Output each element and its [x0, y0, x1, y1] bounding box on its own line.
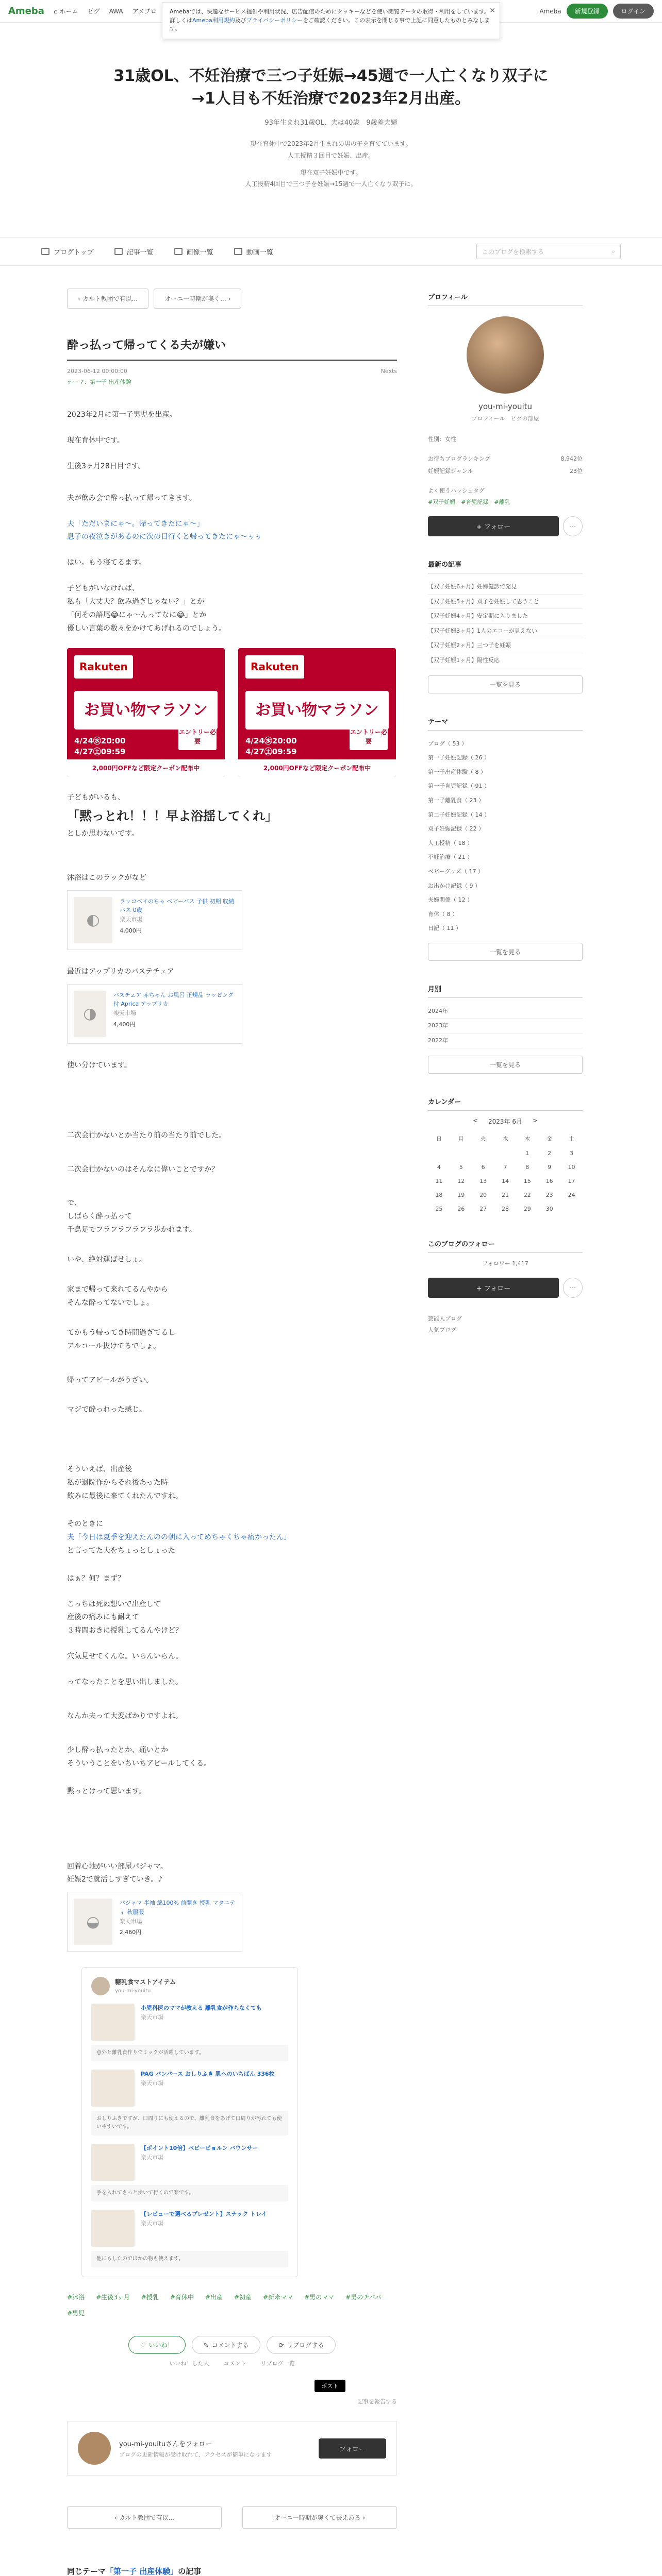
- ad-banners: [67, 648, 397, 777]
- calendar: 日 月 火 水 木 金 土 1 2 3 4 5 6 7 8 9 10 11 12 13 14 15 16 17 18 19 20 21 22 23 24 25 26 27 28 29 30: [435, 1135, 575, 1212]
- footer-link[interactable]: 芸能人ブログ: [428, 1315, 462, 1322]
- follow-section: このブログのフォロー フォロワー 1,417 + フォロー ⋯ 芸能人ブログ 人気ブログ: [428, 1239, 583, 1336]
- hashtag[interactable]: #出産: [205, 2294, 223, 2301]
- list-item[interactable]: ブログ（ 53 ）: [428, 740, 467, 747]
- list-item[interactable]: 夫婦関係（ 12 ）: [428, 896, 473, 904]
- room-item-image: [91, 2004, 135, 2041]
- report-link[interactable]: 記事を報告する: [357, 2398, 397, 2405]
- list-item[interactable]: 第二子妊娠記録（ 14 ）: [428, 811, 490, 818]
- reblog-icon: ⟳: [278, 2341, 284, 2349]
- hashtag[interactable]: #育休中: [170, 2294, 194, 2301]
- image-icon: [174, 248, 183, 255]
- list-item[interactable]: 人工授精（ 18 ）: [428, 839, 473, 846]
- list-icon: [114, 248, 123, 255]
- more-button[interactable]: 一覧を見る: [428, 675, 583, 693]
- entry-actions: [67, 2336, 397, 2354]
- cookie-notice: Amebaでは、快適なサービス提供や利用状況、広告配信のためにクッキーなどを使い閲覧データの取得・利用をしています。詳しくはAmeba利用規約及びプライバシーポリシーをご確認ください。この表示を閉じる事で上記に同意したものとみなします。 ✕: [162, 2, 500, 39]
- product-card[interactable]: ◒ パジャマ 半袖 綿100% 前開き 授乳 マタニティ 秋服服 楽天市場 2,460円: [67, 1892, 242, 1952]
- nav-image-list[interactable]: 画像一覧: [174, 247, 213, 257]
- room-item[interactable]: 【ポイント10倍】ベビービョルン バウンサー 楽天市場: [91, 2144, 288, 2181]
- hashtag[interactable]: #初産: [234, 2294, 252, 2301]
- room-card: 糖乳食マストアイテム you-mi-youitu 小児科医のママが教える 離乳食が作らなくても 楽天市場 意外と離乳食作りでミックが活躍しています。 PAG パンパース おしりふき 肌へのいちばん 336枚 楽天市場 おしりふきですが、口周りにも使えるので、離乳食をあげて口周りが汚れても使いやすいです。 【ポイント10倍】ベビービョルン バウンサー 楽天市場 手を入れてさっと歩いて行くので楽です。 【レビューで選べるプレゼント】スナック トレイ 楽天市場 他にもしたのでほかの物も使えます。: [81, 1967, 298, 2277]
- blog-search-input[interactable]: このブログを検索する ⌕: [476, 244, 621, 259]
- close-icon[interactable]: ✕: [489, 7, 495, 15]
- follow-box: you-mi-youituさんをフォロー ブログの更新情報が受け取れて、アクセスが簡単になります フォロー: [67, 2421, 397, 2476]
- cal-prev-button[interactable]: <: [472, 1116, 478, 1124]
- privacy-link[interactable]: プライバシーポリシー: [246, 16, 303, 24]
- login-button[interactable]: ログイン: [613, 4, 654, 19]
- avatar[interactable]: [467, 316, 544, 394]
- list-item[interactable]: 【双子妊娠6ヶ月】妊婦健診で発見: [428, 580, 583, 595]
- liked-users-link[interactable]: いいね！した人: [169, 2360, 209, 2367]
- list-item[interactable]: 第一子離乳食（ 23 ）: [428, 796, 484, 804]
- prev-entry-button[interactable]: ‹ カルト教団で有以...: [67, 289, 148, 309]
- entry-date: 2023-06-12 00:00:00: [67, 368, 127, 375]
- heart-icon: ♡: [140, 2341, 146, 2349]
- comment-button[interactable]: ✎ コメントする: [192, 2336, 261, 2354]
- comment-icon: ✎: [203, 2341, 209, 2349]
- blog-header: [0, 23, 662, 225]
- hashtag[interactable]: #男のママ: [304, 2294, 335, 2301]
- list-item[interactable]: 第一子出産体験（ 8 ）: [428, 768, 486, 775]
- ameba-logo[interactable]: Ameba: [8, 6, 44, 16]
- theme-section: テーマ ブログ（ 53 ） 第一子妊娠記録（ 26 ） 第一子出産体験（ 8 ） 第一子育児記録（ 91 ） 第一子離乳食（ 23 ） 第二子妊娠記録（ 14 ） 双子妊娠記録（ 22 ） 人工授精（ 18 ） 不妊治療（ 21 ） ベビーグッズ（ 17 ） お出かけ記録（ 9 ） 夫婦関係（ 12 ） 育休（ 8 ） 日記（ 11 ） 一覧を見る: [428, 716, 583, 961]
- sidebar: [428, 292, 583, 1359]
- hashtag[interactable]: #沐浴: [67, 2294, 85, 2301]
- reblog-button[interactable]: ⟳ リブログする: [267, 2336, 336, 2354]
- comments-link[interactable]: コメント: [223, 2360, 246, 2367]
- nav-blog-top[interactable]: ブログトップ: [41, 247, 94, 257]
- product-image: ◑: [74, 991, 106, 1037]
- room-item[interactable]: 【レビューで選べるプレゼント】スナック トレイ 楽天市場: [91, 2210, 288, 2247]
- nav-entry-list[interactable]: 記事一覧: [114, 247, 154, 257]
- list-item[interactable]: 第一子妊娠記録（ 26 ）: [428, 754, 490, 761]
- avatar: [78, 2432, 111, 2465]
- entry-action-links: [67, 2359, 397, 2367]
- product-card[interactable]: ◐ ラッコベイのちゃ ベビーバス 子供 初期 収納 バス 0歳 楽天市場 4,000円: [67, 890, 242, 950]
- product-card[interactable]: ◑ バスチェア 赤ちゃん お風呂 正規品 ラッピング付 Aprica アップリカ 楽天市場 4,400円: [67, 984, 242, 1044]
- list-item[interactable]: 2024年: [428, 1004, 583, 1019]
- entry-meta: [67, 368, 397, 375]
- nav-awa[interactable]: AWA: [109, 7, 123, 15]
- home-icon: ⌂: [53, 7, 58, 15]
- theme-link[interactable]: 「第一子 出産体験」: [106, 2567, 178, 2576]
- nav-pigg[interactable]: ピグ: [87, 8, 100, 15]
- post-button[interactable]: ポスト: [315, 2380, 345, 2392]
- blog-title[interactable]: 31歳OL、不妊治療で三つ子妊娠→45週で一人亡くなり双子に→1人目も不妊治療で2023年2月出産。: [113, 67, 549, 108]
- entry-title[interactable]: 酔っ払って帰ってくる夫が嫌い: [67, 336, 397, 361]
- next-entry-button[interactable]: オーニ一時期が奥く... ›: [154, 289, 241, 309]
- calendar-section: カレンダー < 2023年 6月 > 日 月 火 水 木 金 土 1 2 3 4 5 6 7 8 9 10 11 12 13 14 15 16 17 18 19 20 21 22 23 24 25 26 27 28 29 30: [428, 1096, 583, 1216]
- product-image: ◒: [74, 1899, 112, 1945]
- ad-banner[interactable]: Rakuten お買い物マラソン 4/24㊌20:00 4/27㊏09:59 エントリー必要 2,000円OFFなど限定クーポン配布中: [238, 648, 396, 777]
- monthly-section: 月別 2024年 2023年 2022年 一覧を見る: [428, 984, 583, 1074]
- more-icon[interactable]: ⋯: [563, 1278, 583, 1298]
- like-button[interactable]: ♡ いいね！: [128, 2336, 186, 2354]
- list-item[interactable]: 【双子妊娠2ヶ月】三つ子を妊娠: [428, 638, 583, 653]
- rakuten-logo: Rakuten: [74, 655, 133, 679]
- follow-button[interactable]: + フォロー: [428, 1278, 559, 1298]
- bottom-pager: [67, 2506, 397, 2529]
- list-item[interactable]: 【双子妊娠5ヶ月】双子を妊娠して思うこと: [428, 595, 583, 609]
- room-item[interactable]: PAG パンパース おしりふき 肌へのいちばん 336枚 楽天市場: [91, 2070, 288, 2107]
- room-item-image: [91, 2210, 135, 2247]
- hashtag[interactable]: #男のチパパ: [345, 2294, 382, 2301]
- top-pager: [67, 289, 397, 309]
- nav-home[interactable]: ⌂ ホーム: [53, 7, 78, 15]
- follow-button[interactable]: フォロー: [319, 2438, 386, 2459]
- list-item[interactable]: 日記（ 11 ）: [428, 925, 461, 932]
- profile-section: プロフィール you-mi-youitu プロフィール ピグの部屋 性別：女性 お待ちブログランキング 8,942位 妊娠記録ジャンル 23位 よく使うハッシュタグ #双子妊娠 #育児記録 #離乳 + フォロー ⋯: [428, 292, 583, 536]
- cal-next-button[interactable]: >: [533, 1116, 538, 1124]
- prev-entry-button[interactable]: ‹ カルト教団で有以...: [67, 2506, 222, 2529]
- related-entries: 同じテーマ「第一子 出産体験」の記事: [67, 2566, 397, 2576]
- main-column: [67, 289, 397, 2576]
- ad-banner[interactable]: Rakuten お買い物マラソン 4/24㊌20:00 4/27㊏09:59 エントリー必要 2,000円OFFなど限定クーポン配布中: [67, 648, 225, 777]
- list-item[interactable]: 2022年: [428, 1033, 583, 1048]
- list-item[interactable]: 双子妊娠記録（ 22 ）: [428, 825, 484, 833]
- entry-theme[interactable]: テーマ：第一子 出産体験: [67, 379, 131, 385]
- blog-description: 現在育休中で2023年2月生まれの男の子を育てています。 人工授精３回目で妊娠、出産。 現在双子妊娠中です。 人工授精4回目で三つ子を妊娠→15週で一人亡くなり双子に。: [245, 140, 417, 188]
- hashtag[interactable]: #新米ママ: [263, 2294, 293, 2301]
- entry-body: 2023年2月に第一子男児を出産。 現在育休中です。 生後3ヶ月28日目です。 夫が飲み会で酔っ払って帰ってきます。 夫「ただいまにゃ〜。帰ってきたにゃ〜」 息子の夜泣きがあるのに次の日行くと帰ってきたにゃ〜ぅぅ はい。もう寝てるます。 子どもがいなければ、 私も「大丈夫？飲み過ぎじゃない？」とか 「何その語尾😂にゃ〜んってなに😂」とか 優しい言葉の数々をかけてあげれるのでしょう。 Rakuten お買い物マラソン 4/24㊌20:00 4/27㊏09:59 エントリー必要 2,000円OFFなど限定クーポン配布中 Rakuten お買い物マラソン 4/24㊌20:00 4/27㊏09:59 エントリー必要 2,000円OFFなど限定クーポン配布中 子どもがいるも、 「黙っとれ！！！早よ浴揺してくれ」 としか思わないです。 沐浴はこのラックがなど ◐ ラッコベイのちゃ ベビーバス 子供 初期 収納 バス 0歳 楽天市場 4,000円 最近はアップリカのバステチェア ◑ バスチェア 赤ちゃん お風呂 正規品 ラッピング付 Aprica アップリカ 楽天市場 4,400円 使い分けています。 二次会行かないとか当たり前の当たり前でした。 二次会行かないのはそんなに偉いことですか？ で、 しばらく酔っ払って 千鳥足でフラフラフラフラ歩かれます。 いや、絶対運ばせしょ。 家まで帰って来れてるんやから そんな酔ってないでしょ。 てかもう帰ってき時間過ぎてるし アルコール抜けてるでしょ。 帰ってアピールがうざい。 マジで酔っれった感じ。 そういえば、出産後 私が退院作からそれ後あった時 飲みに最後に来てくれたんですね。 そのときに 夫「今日は夏季を迎えたんのの朝に入ってめちゃくちゃ痛かったん」 と言ってた夫をちょっとしょった はぁ？何？まず？ こっちは死ぬ想いで出産して 産後の痛みにも耐えて ３時間おきに授乳してるんやけど？ 穴気見せてくんな。いらんいらん。 ってなったことを思い出しました。 なんか夫って大変ばかりですよね。 少し酔っ払ったとか、痛いとか そういうことをいちいちアピールしてくる。 黙っとけって思います。 回着心地がいい部屋パジャマ。 妊娠2で就活しすぎていき。♪ ◒ パジャマ 半袖 綿100% 前開き 授乳 マタニティ 秋服服 楽天市場 2,460円: [67, 409, 397, 1952]
- more-icon[interactable]: ⋯: [563, 516, 583, 536]
- follow-button[interactable]: + フォロー: [428, 516, 559, 536]
- global-nav: [54, 7, 157, 15]
- blog-icon: [41, 248, 49, 255]
- list-item[interactable]: 不妊治療（ 21 ）: [428, 854, 473, 861]
- profile-name[interactable]: you-mi-youitu: [478, 402, 533, 411]
- room-item-image: [91, 2144, 135, 2181]
- latest-entries: 最新の記事 【双子妊娠6ヶ月】妊婦健診で発見 【双子妊娠5ヶ月】双子を妊娠して思うこと 【双子妊娠4ヶ月】安定期に入りました 【双子妊娠3ヶ月】1人のエコーが見えない 【双子妊娠2ヶ月】三つ子を妊娠 【双子妊娠1ヶ月】陽性反応 一覧を見る: [428, 559, 583, 693]
- more-button[interactable]: 一覧を見る: [428, 1056, 583, 1074]
- share-link[interactable]: Nexts: [380, 368, 397, 375]
- hashtag[interactable]: #男児: [67, 2310, 85, 2317]
- rakuten-logo: Rakuten: [245, 655, 304, 679]
- list-item[interactable]: 【双子妊娠3ヶ月】1人のエコーが見えない: [428, 624, 583, 639]
- search-icon[interactable]: ⌕: [611, 247, 615, 255]
- list-item[interactable]: 【双子妊娠4ヶ月】安定期に入りました: [428, 609, 583, 624]
- global-actions: [539, 4, 654, 19]
- next-entry-button[interactable]: オーニ一時期が奥くて長えある ›: [242, 2506, 397, 2529]
- nav-ameblo[interactable]: アメブロ: [132, 8, 157, 15]
- video-icon: [234, 248, 242, 255]
- list-item[interactable]: お出かけ記録（ 9 ）: [428, 882, 481, 889]
- ameba-link[interactable]: Ameba: [539, 7, 561, 15]
- hashtag[interactable]: #授乳: [141, 2294, 159, 2301]
- list-item[interactable]: 2023年: [428, 1019, 583, 1033]
- nav-video-list[interactable]: 動画一覧: [234, 247, 273, 257]
- more-button[interactable]: 一覧を見る: [428, 943, 583, 961]
- list-item[interactable]: ベビーグッズ（ 17 ）: [428, 868, 484, 875]
- room-item-image: [91, 2070, 135, 2107]
- reblog-list-link[interactable]: リブログ一覧: [260, 2360, 295, 2367]
- avatar: [91, 1977, 110, 1995]
- footer-link[interactable]: 人気ブログ: [428, 1326, 456, 1333]
- hashtag[interactable]: #生後3ヶ月: [96, 2294, 130, 2301]
- register-button[interactable]: 新規登録: [567, 4, 608, 19]
- list-item[interactable]: 育休（ 8 ）: [428, 910, 458, 918]
- room-item[interactable]: 小児科医のママが教える 離乳食が作らなくても 楽天市場: [91, 2004, 288, 2041]
- terms-link[interactable]: Ameba利用規約: [192, 16, 235, 24]
- list-item[interactable]: 【双子妊娠1ヶ月】陽性反応: [428, 653, 583, 668]
- blog-subtitle: 93年生まれ31歳OL、夫は40歳 9歳差夫婦: [264, 119, 398, 127]
- list-item[interactable]: 第一子育児記録（ 91 ）: [428, 783, 490, 790]
- product-image: ◐: [74, 897, 112, 943]
- hashtag-list: [67, 2293, 397, 2317]
- blog-nav: [0, 237, 662, 266]
